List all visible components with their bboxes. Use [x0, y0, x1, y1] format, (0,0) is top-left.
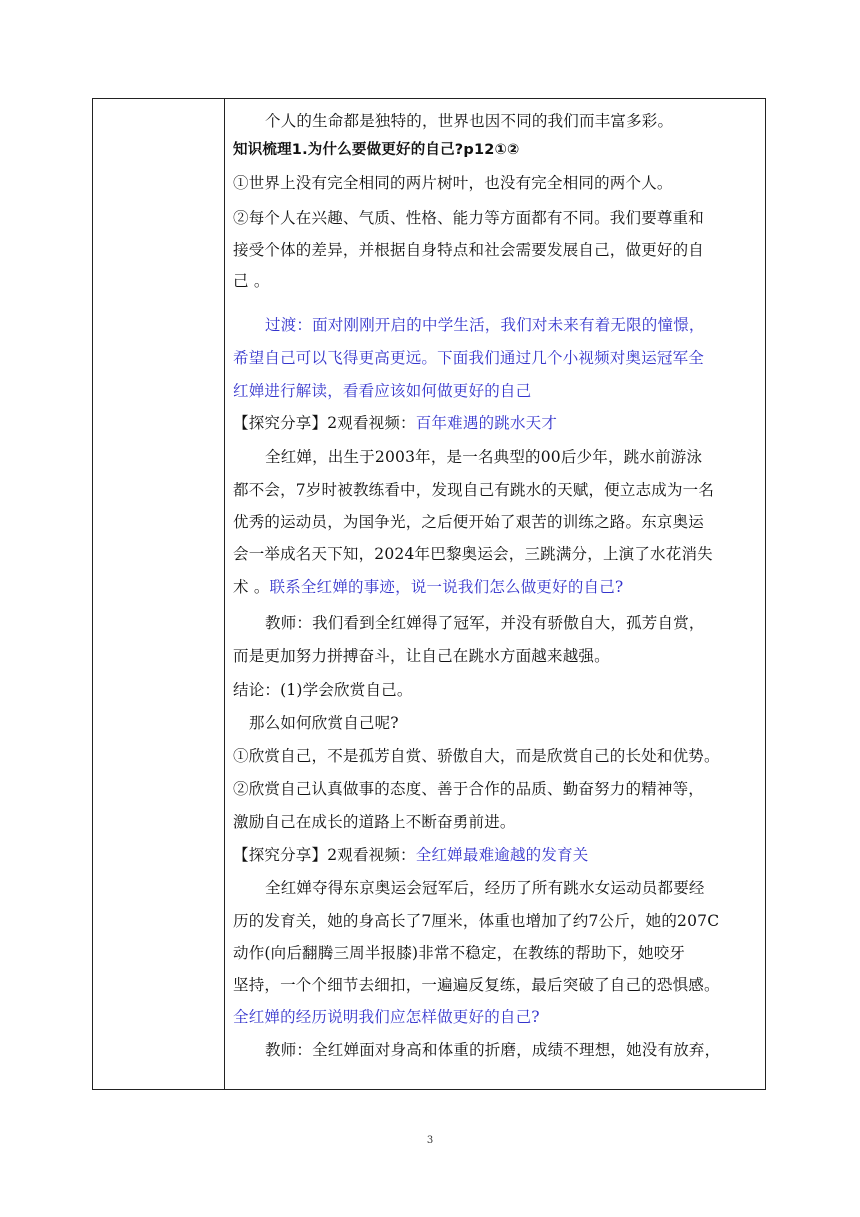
transition-line: 红婵进行解读，看看应该如何做更好的自己	[233, 382, 532, 400]
text-line: ①世界上没有完全相同的两片树叶，也没有完全相同的两个人。	[233, 174, 673, 192]
conclusion-line: 结论：(1)学会欣赏自己。	[233, 681, 413, 699]
text-line: 接受个体的差异，并根据自身特点和社会需要发展自己，做更好的自	[233, 241, 705, 259]
text-line: 历的发育关，她的身高长了7厘米，体重也增加了约7公斤，她的207C	[233, 912, 720, 930]
text-fragment: 术 。	[233, 578, 270, 596]
text-line: ②欣赏自己认真做事的态度、善于合作的品质、勤奋努力的精神等，	[233, 780, 705, 798]
question-text: 联系全红婵的事迹，说一说我们怎么做更好的自己?	[269, 578, 624, 596]
transition-line: 过渡：面对刚刚开启的中学生活，我们对未来有着无限的憧憬，	[265, 316, 705, 334]
explore-heading	[233, 845, 757, 865]
table-right-cell	[225, 99, 765, 1089]
table-left-cell	[93, 99, 225, 1089]
text-line: 全红婵，出生于2003年，是一名典型的00后少年，跳水前游泳	[265, 448, 703, 466]
text-line: 教师：我们看到全红婵得了冠军，并没有骄傲自大，孤芳自赏，	[265, 614, 705, 632]
text-line: 都不会，7岁时被教练看中，发现自己有跳水的天赋，便立志成为一名	[233, 481, 715, 499]
text-line: ②每个人在兴趣、气质、性格、能力等方面都有不同。我们要尊重和	[233, 209, 705, 227]
transition-line: 希望自己可以飞得更高更远。下面我们通过几个小视频对奥运冠军全	[233, 349, 705, 367]
question-text: 全红婵的经历说明我们应怎样做更好的自己?	[233, 1008, 540, 1026]
section-heading: 知识梳理1.为什么要做更好的自己?p12①②	[233, 142, 520, 158]
text-line: 己 。	[233, 272, 270, 290]
text-line: 坚持，一个个细节去细扣，一遍遍反复练，最后突破了自己的恐惧感。	[233, 976, 720, 994]
text-line: 个人的生命都是独特的，世界也因不同的我们而丰富多彩。	[265, 112, 674, 130]
text-line: 那么如何欣赏自己呢?	[249, 714, 399, 732]
text-line: 全红婵夺得东京奥运会冠军后，经历了所有跳水女运动员都要经	[265, 879, 705, 897]
explore-label: 【探究分享】2观看视频：	[233, 414, 416, 432]
text-line: 动作(向后翻腾三周半报膝)非常不稳定，在教练的帮助下，她咬牙	[233, 944, 686, 962]
explore-label: 【探究分享】2观看视频：	[233, 846, 416, 864]
text-line: 教师：全红婵面对身高和体重的折磨，成绩不理想，她没有放弃，	[265, 1041, 721, 1059]
text-line: 激励自己在成长的道路上不断奋勇前进。	[233, 813, 516, 831]
video-title: 百年难遇的跳水天才	[415, 414, 558, 432]
text-line: 而是更加努力拼搏奋斗，让自己在跳水方面越来越强。	[233, 647, 610, 665]
page-number: 3	[426, 1135, 434, 1146]
text-line: ①欣赏自己，不是孤芳自赏、骄傲自大，而是欣赏自己的长处和优势。	[233, 747, 720, 765]
video-title: 全红婵最难逾越的发育关	[415, 846, 589, 864]
text-line: 优秀的运动员，为国争光，之后便开始了艰苦的训练之路。东京奥运	[233, 513, 705, 531]
content-table	[92, 98, 766, 1090]
text-line: 会一举成名天下知，2024年巴黎奥运会，三跳满分，上演了水花消失	[233, 545, 713, 563]
text-line	[233, 577, 757, 597]
explore-heading	[233, 413, 757, 433]
